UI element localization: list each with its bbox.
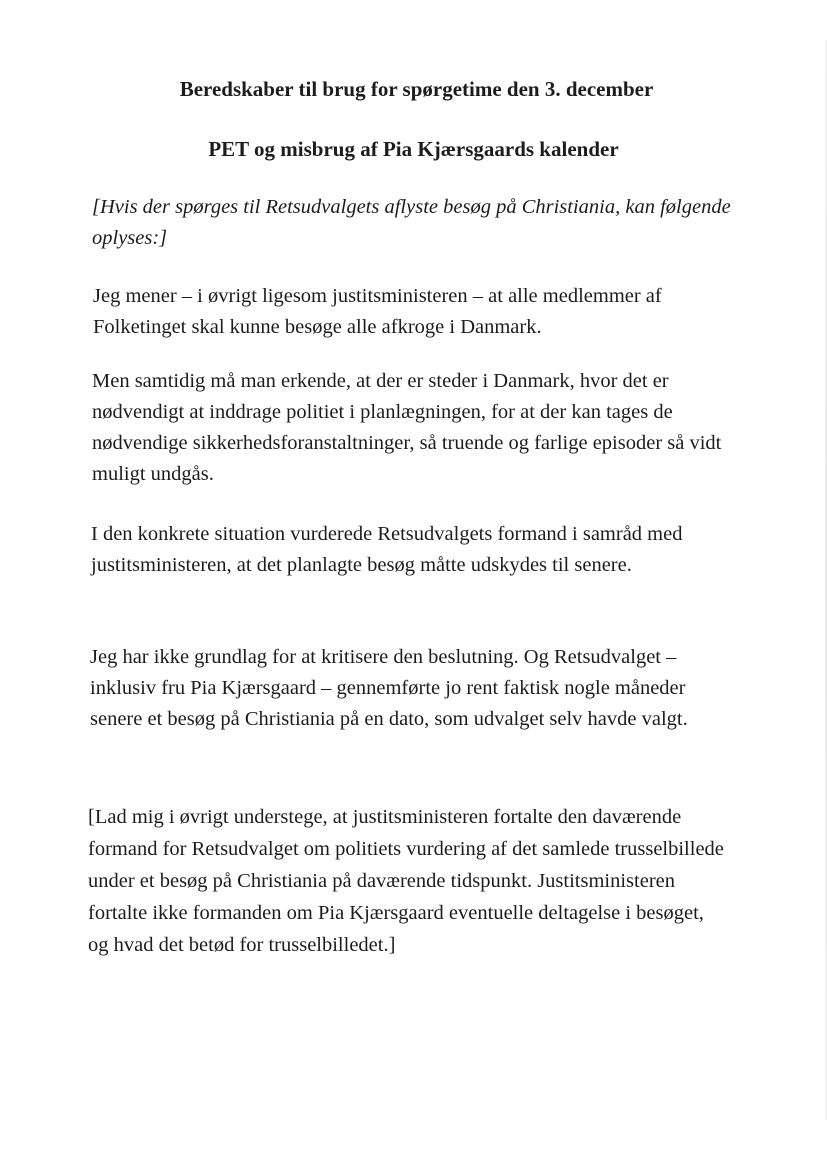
document-subtitle: PET og misbrug af Pia Kjærsgaards kalender	[208, 137, 619, 161]
paragraph: I den konkrete situation vurderede Retsudvalgets formand i samråd med justitsministeren, at det planlagte besøg måtte udskydes til senere.	[91, 523, 683, 576]
intro-note: [Hvis der spørges til Retsudvalgets aflyste besøg på Christiania, kan følgende oplyses:]	[92, 196, 731, 249]
paragraph: Jeg har ikke grundlag for at kritisere den beslutning. Og Retsudvalget – inklusiv fru Pia Kjærsgaard – gennemførte jo rent faktisk nogle måneder senere et besøg på Christiania på en dato, som udvalget selv havde valgt.	[90, 646, 688, 730]
document-title: Beredskaber til brug for spørgetime den 3. december	[179, 77, 654, 101]
paragraph: Jeg mener – i øvrigt ligesom justitsministeren – at alle medlemmer af Folketinget skal kunne besøge alle afkroge i Danmark.	[93, 285, 662, 338]
paragraph: Men samtidig må man erkende, at der er steder i Danmark, hvor det er nødvendigt at inddrage politiet i planlægningen, for at der kan tages de nødvendige sikkerhedsforanstaltninger, så truende og farlige episoder så vidt muligt undgås.	[92, 370, 722, 485]
closing-note-paragraph: [Lad mig i øvrigt understege, at justitsministeren fortalte den daværende formand for Retsudvalget om politiets vurdering af det samlede trusselbillede under et besøg på Christiania på daværende tidspunkt. Justitsministeren fortalte ikke formanden om Pia Kjærsgaard eventuelle deltagelse i besøget, og hvad det betød for trusselbilledet.]	[88, 806, 724, 956]
